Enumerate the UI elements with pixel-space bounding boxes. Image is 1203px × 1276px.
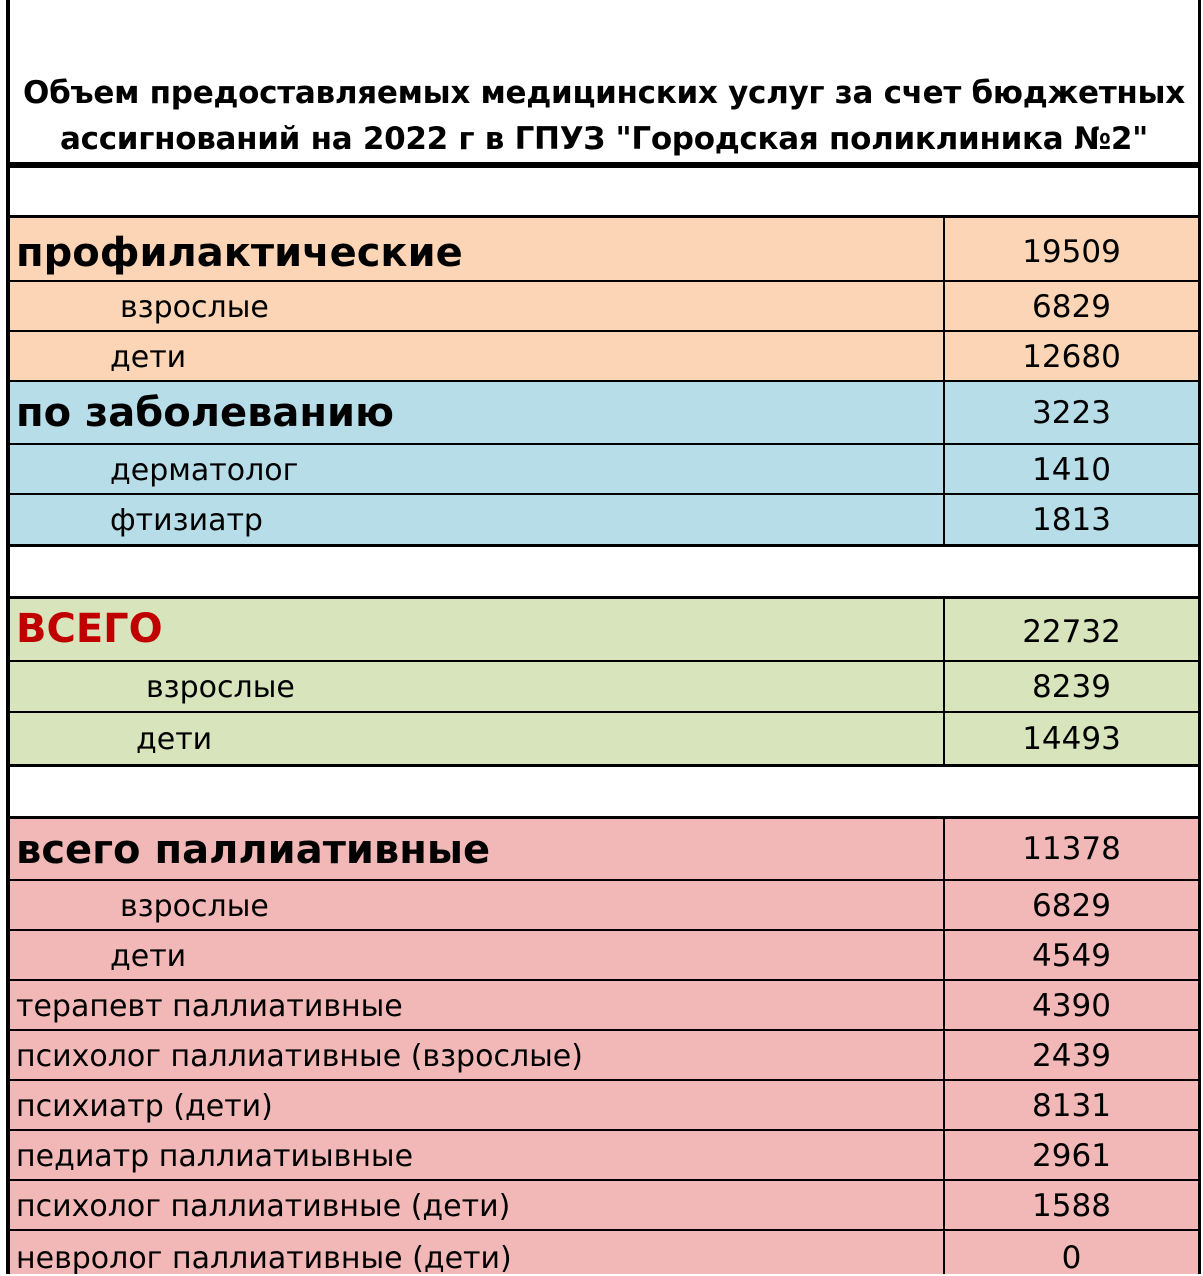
row-value-cell xyxy=(945,1231,1198,1274)
table-row xyxy=(10,819,1198,879)
row-label: психиатр (дети) xyxy=(16,1089,273,1124)
row-value-cell xyxy=(945,382,1198,443)
row-value: 2961 xyxy=(1032,1138,1111,1174)
table-row xyxy=(10,711,1198,764)
row-value: 1410 xyxy=(1032,452,1111,488)
table-row xyxy=(10,280,1198,330)
row-value-cell xyxy=(945,881,1198,929)
row-value-cell xyxy=(945,819,1198,879)
row-value: 22732 xyxy=(1022,614,1121,650)
row-label-cell xyxy=(10,332,945,380)
row-value: 2439 xyxy=(1032,1038,1111,1074)
row-value-cell xyxy=(945,1131,1198,1179)
row-label-cell xyxy=(10,382,945,443)
table-title xyxy=(10,0,1198,165)
table-row xyxy=(10,1129,1198,1179)
row-label: психолог паллиативные (взрослые) xyxy=(16,1039,583,1074)
row-value: 6829 xyxy=(1032,888,1111,924)
table-row xyxy=(10,879,1198,929)
row-label: фтизиатр xyxy=(110,503,263,538)
table-row xyxy=(10,218,1198,280)
title-text xyxy=(10,70,1198,162)
row-label: дерматолог xyxy=(110,453,299,488)
row-label: педиатр паллиатиывные xyxy=(16,1139,414,1174)
row-label: невролог паллиативные (дети) xyxy=(16,1241,512,1274)
row-label-cell xyxy=(10,713,945,764)
row-label-cell xyxy=(10,1181,945,1229)
title-line-1: Объем предоставляемых медицинских услуг за счет бюджетных xyxy=(23,75,1185,111)
row-value-cell xyxy=(945,1181,1198,1229)
row-label: взрослые xyxy=(146,670,295,705)
row-label-cell xyxy=(10,495,945,544)
blank-row xyxy=(10,764,1198,819)
row-label: дети xyxy=(110,939,187,974)
table-row xyxy=(10,330,1198,380)
row-label: психолог паллиативные (дети) xyxy=(16,1189,511,1224)
row-value-cell xyxy=(945,495,1198,544)
row-value: 19509 xyxy=(1022,234,1121,270)
row-value: 12680 xyxy=(1022,339,1121,375)
row-label-cell xyxy=(10,282,945,330)
table-row xyxy=(10,929,1198,979)
title-line-2: ассигнований на 2022 г в ГПУЗ "Городская поликлиника №2" xyxy=(60,121,1148,157)
row-value-cell xyxy=(945,713,1198,764)
row-label: взрослые xyxy=(120,290,269,325)
table-row xyxy=(10,1179,1198,1229)
row-label-cell xyxy=(10,1081,945,1129)
total-label: ВСЕГО xyxy=(16,606,163,652)
row-label: дети xyxy=(136,722,213,757)
table-row xyxy=(10,1079,1198,1129)
row-value-cell xyxy=(945,445,1198,493)
row-value: 6829 xyxy=(1032,289,1111,325)
row-value: 0 xyxy=(1061,1240,1082,1276)
row-label-cell xyxy=(10,881,945,929)
blank-row xyxy=(10,544,1198,599)
table-row xyxy=(10,979,1198,1029)
row-value-cell xyxy=(945,662,1198,711)
row-value-cell xyxy=(945,332,1198,380)
row-value: 3223 xyxy=(1032,395,1111,431)
row-value: 8131 xyxy=(1032,1088,1111,1124)
row-value-cell xyxy=(945,218,1198,280)
spreadsheet-table xyxy=(6,0,1201,1274)
row-value: 4549 xyxy=(1032,938,1111,974)
row-value: 1813 xyxy=(1032,502,1111,538)
row-value-cell xyxy=(945,282,1198,330)
blank-row xyxy=(10,165,1198,218)
table-row xyxy=(10,493,1198,544)
row-label-cell xyxy=(10,1131,945,1179)
row-label: профилактические xyxy=(16,230,463,276)
table-row xyxy=(10,599,1198,660)
table-row xyxy=(10,380,1198,443)
table-row xyxy=(10,660,1198,711)
row-value-cell xyxy=(945,931,1198,979)
row-value-cell xyxy=(945,599,1198,660)
row-label-cell xyxy=(10,1231,945,1274)
row-label: всего паллиативные xyxy=(16,827,491,873)
row-label: терапевт паллиативные xyxy=(16,989,403,1024)
table-row xyxy=(10,1229,1198,1274)
row-label-cell xyxy=(10,445,945,493)
row-value-cell xyxy=(945,1081,1198,1129)
row-value-cell xyxy=(945,1031,1198,1079)
row-value: 8239 xyxy=(1032,669,1111,705)
row-label-cell xyxy=(10,1031,945,1079)
row-value: 14493 xyxy=(1022,721,1121,757)
row-value: 4390 xyxy=(1032,988,1111,1024)
row-label: взрослые xyxy=(120,889,269,924)
row-value: 1588 xyxy=(1032,1188,1111,1224)
row-value: 11378 xyxy=(1022,831,1121,867)
row-label-cell xyxy=(10,981,945,1029)
table-row xyxy=(10,443,1198,493)
row-label: дети xyxy=(110,340,187,375)
row-label-cell xyxy=(10,931,945,979)
row-label-cell xyxy=(10,218,945,280)
row-label-cell xyxy=(10,662,945,711)
row-label: по заболеванию xyxy=(16,390,394,436)
table-row xyxy=(10,1029,1198,1079)
row-label-cell xyxy=(10,819,945,879)
row-value-cell xyxy=(945,981,1198,1029)
row-label-cell xyxy=(10,599,945,660)
